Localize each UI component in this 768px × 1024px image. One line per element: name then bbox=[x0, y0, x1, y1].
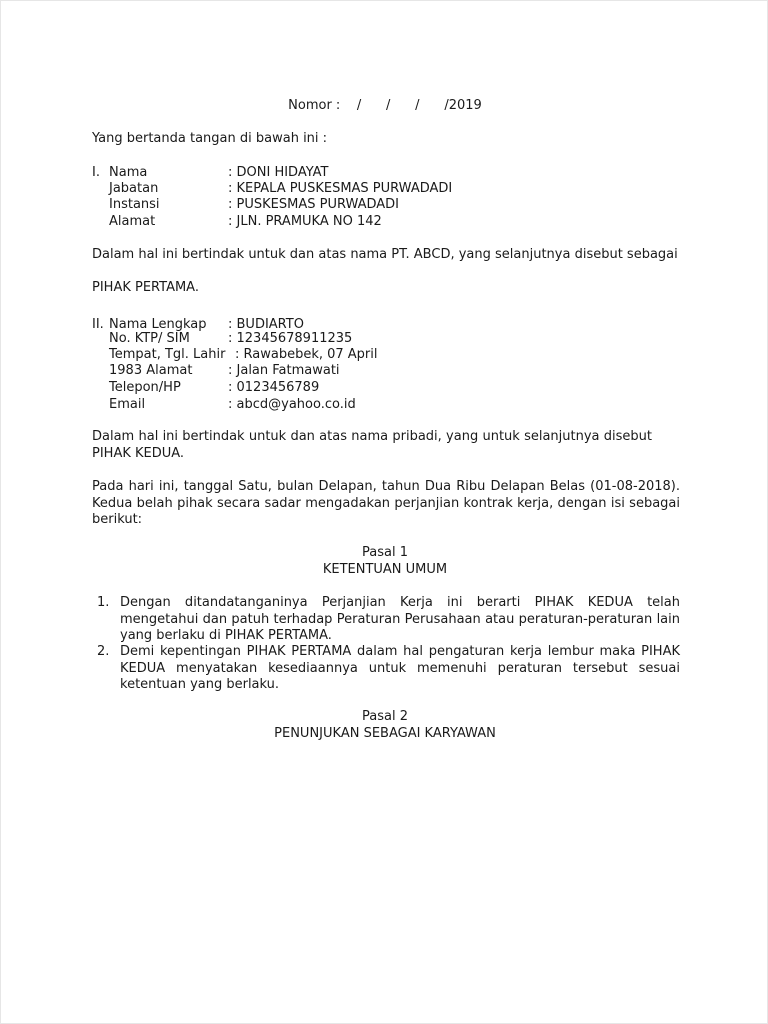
party1-institution-value: : PUSKESMAS PURWADADI bbox=[228, 197, 400, 212]
party2-roman: II. bbox=[92, 317, 104, 332]
party2-id-value: : 12345678911235 bbox=[228, 331, 353, 346]
party2-birth-value: : Rawabebek, 07 April bbox=[235, 347, 378, 362]
party2-statement: Dalam hal ini bertindak untuk dan atas nama pribadi, yang untuk selanjutnya disebut PIHAK KEDUA. bbox=[92, 429, 652, 461]
party2-phone-value: : 0123456789 bbox=[228, 380, 320, 395]
pasal1-item1-text: Dengan ditandatanganinya Perjanjian Kerja ini berarti PIHAK KEDUA telah mengetahui dan patuh terhadap Peraturan Perusahaan atau peraturan-peraturan lain yang berlaku di PIHAK PERTAMA. bbox=[120, 595, 680, 644]
party2-email-label: Email bbox=[109, 397, 146, 412]
party1-address-value: : JLN. PRAMUKA NO 142 bbox=[228, 214, 382, 229]
party1-roman: I. bbox=[92, 165, 100, 180]
intro-text: Yang bertanda tangan di bawah ini : bbox=[92, 131, 328, 146]
party1-position-label: Jabatan bbox=[109, 181, 159, 196]
party2-phone-label: Telepon/HP bbox=[109, 380, 181, 395]
document-number: Nomor : / / / /2019 bbox=[288, 98, 482, 113]
opening-paragraph: Pada hari ini, tanggal Satu, bulan Delapan, tahun Dua Ribu Delapan Belas (01-08-2018). Kedua belah pihak secara sadar mengadakan perjanjian kontrak kerja, dengan isi sebagai berikut: bbox=[92, 479, 680, 528]
party2-birth-label: Tempat, Tgl. Lahir bbox=[109, 347, 226, 362]
pasal1-item2-number: 2. bbox=[97, 644, 110, 659]
party2-fullname-value: : BUDIARTO bbox=[228, 317, 304, 332]
pasal1-title: KETENTUAN UMUM bbox=[322, 562, 448, 577]
pasal1-item2-text: Demi kepentingan PIHAK PERTAMA dalam hal pengaturan kerja lembur maka PIHAK KEDUA menyatakan kesediaannya untuk memenuhi peraturan tersebut sesuai ketentuan yang berlaku. bbox=[120, 644, 680, 693]
party2-fullname-label: Nama Lengkap bbox=[109, 317, 207, 332]
party1-position-value: : KEPALA PUSKESMAS PURWADADI bbox=[228, 181, 453, 196]
party2-address-value: : Jalan Fatmawati bbox=[228, 363, 340, 378]
pasal1-item1-number: 1. bbox=[97, 595, 110, 610]
party1-address-label: Alamat bbox=[109, 214, 156, 229]
party2-address-label: 1983 Alamat bbox=[109, 363, 193, 378]
party1-name-label: Nama bbox=[109, 165, 148, 180]
party2-email-value: : abcd@yahoo.co.id bbox=[228, 397, 356, 412]
party1-institution-label: Instansi bbox=[109, 197, 160, 212]
party1-statement-line2: PIHAK PERTAMA. bbox=[92, 280, 199, 295]
pasal2-number: Pasal 2 bbox=[362, 709, 408, 724]
pasal2-title: PENUNJUKAN SEBAGAI KARYAWAN bbox=[274, 726, 496, 741]
party1-statement-line1: Dalam hal ini bertindak untuk dan atas nama PT. ABCD, yang selanjutnya disebut sebagai bbox=[92, 247, 678, 262]
pasal1-number: Pasal 1 bbox=[362, 545, 408, 560]
party1-name-value: : DONI HIDAYAT bbox=[228, 165, 329, 180]
party2-id-label: No. KTP/ SIM bbox=[109, 331, 190, 346]
